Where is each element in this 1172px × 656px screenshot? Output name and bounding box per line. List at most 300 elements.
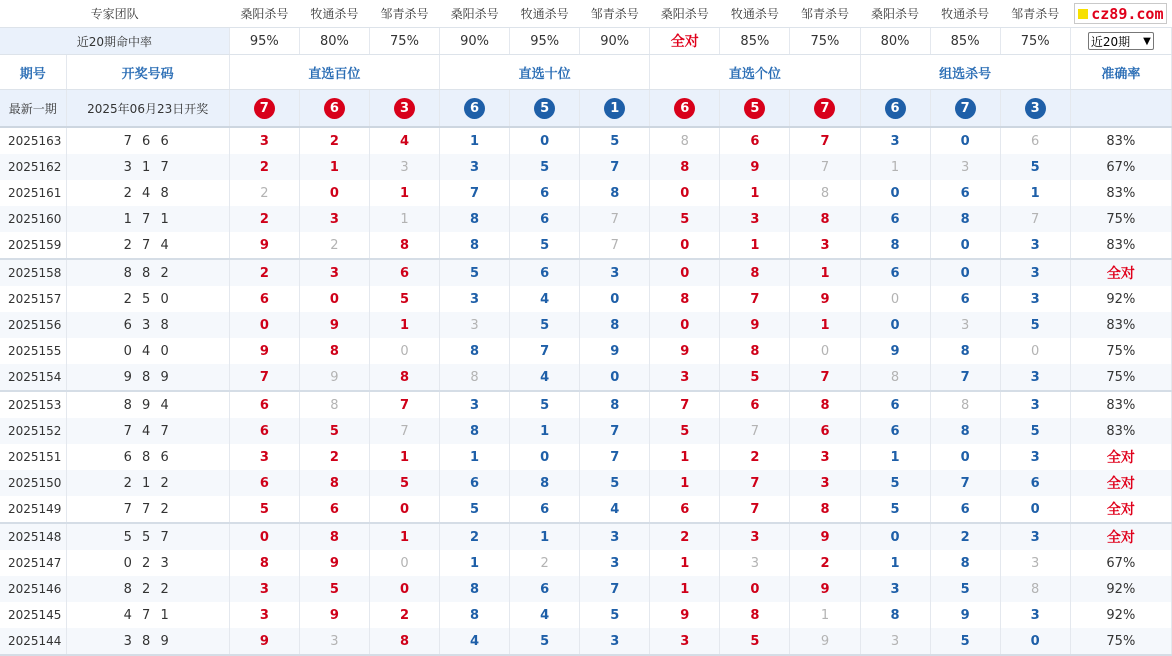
logo-square-icon	[1078, 9, 1088, 19]
kill-number: 9	[610, 343, 620, 359]
kill-number: 9	[329, 555, 339, 571]
accuracy-cell: 83%	[1070, 312, 1171, 338]
accuracy-cell: 92%	[1070, 602, 1171, 628]
kill-number: 3	[890, 633, 900, 649]
kill-number: 1	[329, 159, 339, 175]
hit-rate: 全对	[650, 28, 720, 55]
kill-cell	[510, 470, 580, 496]
kill-number: 1	[399, 317, 410, 333]
kill-cell	[440, 312, 510, 338]
kill-number: 5	[750, 369, 760, 385]
table-row	[0, 550, 1172, 576]
kill-number: 6	[399, 265, 410, 281]
kill-cell	[299, 602, 369, 628]
kill-number: 3	[1030, 291, 1040, 307]
table-row	[0, 391, 1172, 418]
kill-cell	[860, 576, 930, 602]
kill-cell	[369, 180, 439, 206]
kill-cell	[650, 602, 720, 628]
kill-number: 0	[960, 237, 970, 253]
kill-number: 9	[259, 343, 269, 359]
kill-cell	[930, 312, 1000, 338]
kill-number: 6	[890, 211, 900, 227]
kill-number: 2	[259, 159, 269, 175]
expert-header-row	[0, 0, 1172, 28]
issue-cell: 2025158	[0, 259, 66, 286]
kill-number: 6	[540, 265, 550, 281]
kill-cell	[860, 391, 930, 418]
kill-number: 7	[820, 133, 830, 149]
table-row	[0, 470, 1172, 496]
kill-number: 0	[960, 265, 970, 281]
kill-cell	[1000, 602, 1070, 628]
kill-number: 6	[259, 397, 269, 413]
kill-number: 8	[960, 397, 970, 413]
accuracy-cell: 全对	[1070, 470, 1171, 496]
kill-cell	[580, 550, 650, 576]
kill-cell	[790, 286, 860, 312]
kill-number: 6	[259, 475, 269, 491]
kill-number: 8	[960, 555, 970, 571]
kill-cell	[440, 127, 510, 154]
kill-cell	[650, 180, 720, 206]
kill-number: 0	[680, 265, 690, 281]
latest-ball: 6	[324, 98, 345, 119]
kill-number: 3	[890, 133, 900, 149]
kill-cell	[229, 391, 299, 418]
kill-number: 3	[470, 397, 480, 413]
kill-number: 0	[820, 343, 830, 359]
expert-name[interactable]: 牧通杀号	[930, 0, 1000, 28]
kill-cell	[650, 496, 720, 523]
kill-cell	[720, 286, 790, 312]
kill-cell	[790, 470, 860, 496]
kill-number: 3	[610, 265, 620, 281]
kill-number: 9	[750, 317, 760, 333]
hit-rate: 75%	[1000, 28, 1070, 55]
kill-cell	[790, 391, 860, 418]
kill-cell	[720, 364, 790, 391]
kill-number: 8	[960, 343, 970, 359]
kill-number: 8	[399, 237, 410, 253]
latest-ball: 3	[394, 98, 415, 119]
kill-number: 7	[680, 397, 690, 413]
kill-cell	[580, 391, 650, 418]
kill-number: 2	[329, 133, 339, 149]
kill-cell	[369, 232, 439, 259]
draw-cell: 8 8 2	[66, 259, 229, 286]
kill-cell	[580, 286, 650, 312]
kill-cell	[229, 523, 299, 550]
kill-cell	[440, 444, 510, 470]
kill-number: 0	[399, 501, 410, 517]
expert-name[interactable]: 邹青杀号	[580, 0, 650, 28]
kill-cell	[1000, 206, 1070, 232]
draw-column-header: 开奖号码	[66, 55, 229, 90]
kill-number: 9	[259, 633, 269, 649]
kill-number: 3	[610, 633, 620, 649]
kill-cell	[580, 180, 650, 206]
kill-number: 8	[890, 237, 900, 253]
kill-number: 8	[399, 633, 410, 649]
expert-name[interactable]: 牧通杀号	[510, 0, 580, 28]
kill-number: 8	[540, 475, 550, 491]
kill-cell	[1000, 418, 1070, 444]
kill-cell	[790, 312, 860, 338]
kill-cell	[580, 127, 650, 154]
kill-cell	[650, 364, 720, 391]
kill-cell	[510, 180, 580, 206]
kill-cell	[720, 496, 790, 523]
accuracy-cell: 全对	[1070, 444, 1171, 470]
issue-cell: 2025152	[0, 418, 66, 444]
expert-name[interactable]: 邹青杀号	[369, 0, 439, 28]
draw-cell: 8 2 2	[66, 576, 229, 602]
kill-cell	[299, 338, 369, 364]
kill-number: 8	[750, 607, 760, 623]
kill-cell	[440, 470, 510, 496]
kill-number: 5	[540, 159, 550, 175]
kill-number: 2	[259, 211, 269, 227]
kill-cell	[860, 259, 930, 286]
kill-cell	[440, 206, 510, 232]
kill-cell	[440, 154, 510, 180]
kill-cell	[229, 628, 299, 655]
kill-cell	[299, 286, 369, 312]
kill-number: 1	[820, 317, 830, 333]
kill-number: 7	[400, 423, 409, 439]
kill-number: 8	[820, 397, 830, 413]
kill-number: 6	[470, 475, 480, 491]
kill-number: 3	[960, 317, 970, 333]
kill-cell	[1000, 154, 1070, 180]
kill-number: 8	[1031, 581, 1040, 597]
table-row	[0, 496, 1172, 523]
draw-cell: 6 3 8	[66, 312, 229, 338]
table-row	[0, 154, 1172, 180]
kill-cell	[650, 391, 720, 418]
kill-number: 2	[750, 449, 760, 465]
kill-cell	[369, 628, 439, 655]
latest-ball: 6	[464, 98, 485, 119]
kill-cell	[720, 444, 790, 470]
kill-cell	[369, 154, 439, 180]
kill-number: 3	[750, 211, 760, 227]
kill-number: 9	[680, 343, 690, 359]
group-header-units: 直选个位	[650, 55, 860, 90]
kill-cell	[860, 338, 930, 364]
kill-cell	[790, 496, 860, 523]
draw-cell: 8 9 4	[66, 391, 229, 418]
expert-name[interactable]: 桑阳杀号	[650, 0, 720, 28]
draw-cell: 7 4 7	[66, 418, 229, 444]
hit-rate: 95%	[510, 28, 580, 55]
kill-number: 6	[680, 501, 690, 517]
issue-cell: 2025148	[0, 523, 66, 550]
kill-number: 8	[820, 211, 830, 227]
kill-number: 7	[470, 185, 480, 201]
kill-number: 3	[750, 555, 760, 571]
kill-cell	[860, 470, 930, 496]
kill-number: 6	[960, 291, 970, 307]
kill-number: 8	[470, 581, 480, 597]
kill-number: 6	[890, 265, 900, 281]
kill-number: 0	[890, 529, 900, 545]
kill-number: 0	[750, 581, 760, 597]
kill-cell	[580, 232, 650, 259]
kill-number: 1	[540, 529, 550, 545]
kill-cell	[650, 232, 720, 259]
kill-cell	[790, 576, 860, 602]
kill-number: 6	[960, 185, 970, 201]
kill-number: 1	[680, 449, 690, 465]
kill-cell	[580, 154, 650, 180]
accuracy-column-header: 准确率	[1070, 55, 1171, 90]
kill-number: 5	[960, 633, 970, 649]
kill-cell	[790, 180, 860, 206]
kill-number: 6	[329, 501, 339, 517]
kill-number: 6	[820, 423, 830, 439]
kill-number: 2	[399, 607, 410, 623]
group-header-hundreds: 直选百位	[229, 55, 439, 90]
kill-cell	[369, 418, 439, 444]
kill-number: 0	[680, 237, 690, 253]
kill-cell	[790, 628, 860, 655]
kill-cell	[720, 418, 790, 444]
kill-cell	[930, 259, 1000, 286]
issue-cell: 2025150	[0, 470, 66, 496]
kill-cell	[299, 576, 369, 602]
kill-cell	[650, 312, 720, 338]
site-logo[interactable]	[1074, 3, 1167, 24]
hit-rate: 95%	[229, 28, 299, 55]
kill-number: 8	[890, 369, 900, 385]
kill-cell	[860, 602, 930, 628]
kill-number: 3	[1030, 369, 1040, 385]
kill-cell	[930, 444, 1000, 470]
accuracy-cell: 全对	[1070, 496, 1171, 523]
kill-number: 8	[960, 423, 970, 439]
kill-number: 3	[259, 581, 269, 597]
kill-cell	[299, 444, 369, 470]
kill-cell	[720, 338, 790, 364]
kill-number: 5	[329, 581, 339, 597]
latest-label: 最新一期	[0, 90, 66, 128]
hit-rate: 75%	[369, 28, 439, 55]
issue-cell: 2025154	[0, 364, 66, 391]
kill-cell	[299, 206, 369, 232]
kill-number: 5	[470, 501, 480, 517]
kill-number: 3	[1030, 397, 1040, 413]
kill-number: 7	[610, 159, 620, 175]
kill-cell	[229, 259, 299, 286]
accuracy-cell: 83%	[1070, 232, 1171, 259]
hit-rate: 90%	[440, 28, 510, 55]
kill-number: 0	[890, 185, 900, 201]
kill-cell	[299, 550, 369, 576]
kill-number: 8	[680, 133, 689, 149]
table-row	[0, 418, 1172, 444]
kill-cell	[229, 496, 299, 523]
kill-cell	[790, 232, 860, 259]
kill-number: 0	[540, 449, 550, 465]
draw-cell: 7 6 6	[66, 127, 229, 154]
table-row	[0, 523, 1172, 550]
kill-cell	[1000, 259, 1070, 286]
kill-cell	[720, 154, 790, 180]
kill-cell	[580, 470, 650, 496]
kill-number: 7	[610, 423, 620, 439]
kill-number: 2	[960, 529, 970, 545]
kill-number: 1	[680, 581, 690, 597]
kill-cell	[440, 391, 510, 418]
kill-cell	[930, 470, 1000, 496]
kill-cell	[790, 523, 860, 550]
kill-cell	[229, 206, 299, 232]
kill-number: 6	[750, 397, 760, 413]
kill-number: 5	[750, 633, 760, 649]
kill-cell	[1000, 523, 1070, 550]
kill-number: 9	[750, 159, 760, 175]
kill-number: 8	[470, 237, 480, 253]
kill-number: 0	[1030, 501, 1040, 517]
kill-cell	[650, 444, 720, 470]
table-row	[0, 444, 1172, 470]
kill-number: 1	[400, 211, 409, 227]
kill-cell	[930, 154, 1000, 180]
kill-number: 0	[680, 185, 690, 201]
kill-number: 1	[890, 449, 900, 465]
kill-cell	[580, 364, 650, 391]
kill-cell	[440, 523, 510, 550]
issue-cell: 2025155	[0, 338, 66, 364]
kill-number: 3	[470, 159, 480, 175]
kill-cell	[1000, 576, 1070, 602]
expert-name[interactable]: 桑阳杀号	[229, 0, 299, 28]
expert-name[interactable]: 牧通杀号	[720, 0, 790, 28]
kill-cell	[229, 364, 299, 391]
kill-number: 7	[820, 159, 830, 175]
kill-number: 0	[329, 291, 339, 307]
kill-cell	[930, 628, 1000, 655]
latest-date: 2025年06月23日开奖	[66, 90, 229, 128]
kill-number: 3	[329, 211, 339, 227]
kill-cell	[790, 444, 860, 470]
kill-cell	[650, 154, 720, 180]
kill-number: 8	[820, 501, 830, 517]
kill-number: 3	[1030, 529, 1040, 545]
kill-number: 2	[329, 449, 339, 465]
kill-cell	[1000, 338, 1070, 364]
period-select[interactable]	[1088, 32, 1154, 50]
kill-cell	[229, 550, 299, 576]
issue-cell: 2025163	[0, 127, 66, 154]
kill-cell	[510, 576, 580, 602]
issue-cell: 2025145	[0, 602, 66, 628]
table-row	[0, 259, 1172, 286]
kill-cell	[299, 312, 369, 338]
kill-cell	[299, 259, 369, 286]
kill-number: 3	[750, 529, 760, 545]
expert-name[interactable]: 牧通杀号	[299, 0, 369, 28]
kill-cell	[369, 127, 439, 154]
kill-cell	[440, 232, 510, 259]
kill-cell	[790, 259, 860, 286]
expert-name[interactable]: 邹青杀号	[1000, 0, 1070, 28]
kill-cell	[1000, 312, 1070, 338]
kill-cell	[229, 444, 299, 470]
draw-cell: 2 5 0	[66, 286, 229, 312]
kill-number: 5	[540, 633, 550, 649]
kill-number: 1	[399, 529, 410, 545]
hit-rate: 75%	[790, 28, 860, 55]
kill-cell	[299, 523, 369, 550]
kill-number: 5	[610, 475, 620, 491]
kill-number: 5	[680, 423, 690, 439]
table-row	[0, 364, 1172, 391]
kill-number: 6	[540, 501, 550, 517]
kill-cell	[930, 523, 1000, 550]
kill-cell	[440, 576, 510, 602]
kill-cell	[510, 154, 580, 180]
draw-cell: 3 1 7	[66, 154, 229, 180]
issue-cell: 2025147	[0, 550, 66, 576]
issue-cell: 2025151	[0, 444, 66, 470]
kill-number: 8	[680, 159, 690, 175]
expert-name[interactable]: 邹青杀号	[790, 0, 860, 28]
kill-cell	[510, 338, 580, 364]
kill-cell	[369, 312, 439, 338]
kill-cell	[299, 364, 369, 391]
kill-number: 3	[820, 475, 830, 491]
kill-number: 1	[680, 555, 690, 571]
kill-cell	[650, 286, 720, 312]
kill-cell	[369, 364, 439, 391]
kill-cell	[229, 232, 299, 259]
kill-cell	[510, 602, 580, 628]
issue-cell: 2025157	[0, 286, 66, 312]
kill-cell	[510, 364, 580, 391]
kill-cell	[720, 550, 790, 576]
kill-number: 6	[259, 291, 269, 307]
kill-number: 8	[329, 475, 339, 491]
kill-number: 4	[399, 133, 410, 149]
kill-cell	[720, 576, 790, 602]
kill-number: 3	[470, 291, 480, 307]
kill-cell	[650, 628, 720, 655]
kill-cell	[369, 523, 439, 550]
kill-number: 2	[820, 555, 830, 571]
kill-cell	[930, 286, 1000, 312]
kill-cell	[860, 523, 930, 550]
kill-cell	[229, 576, 299, 602]
kill-cell	[440, 286, 510, 312]
kill-number: 3	[1030, 449, 1040, 465]
kill-cell	[790, 602, 860, 628]
expert-name[interactable]: 桑阳杀号	[860, 0, 930, 28]
kill-number: 6	[259, 423, 269, 439]
draw-cell: 5 5 7	[66, 523, 229, 550]
expert-name[interactable]: 桑阳杀号	[440, 0, 510, 28]
kill-number: 3	[470, 317, 479, 333]
kill-cell	[930, 127, 1000, 154]
kill-cell	[930, 364, 1000, 391]
kill-number: 6	[960, 501, 970, 517]
logo-cell	[1070, 0, 1171, 28]
accuracy-cell: 75%	[1070, 338, 1171, 364]
kill-number: 7	[960, 475, 970, 491]
kill-number: 0	[399, 581, 410, 597]
